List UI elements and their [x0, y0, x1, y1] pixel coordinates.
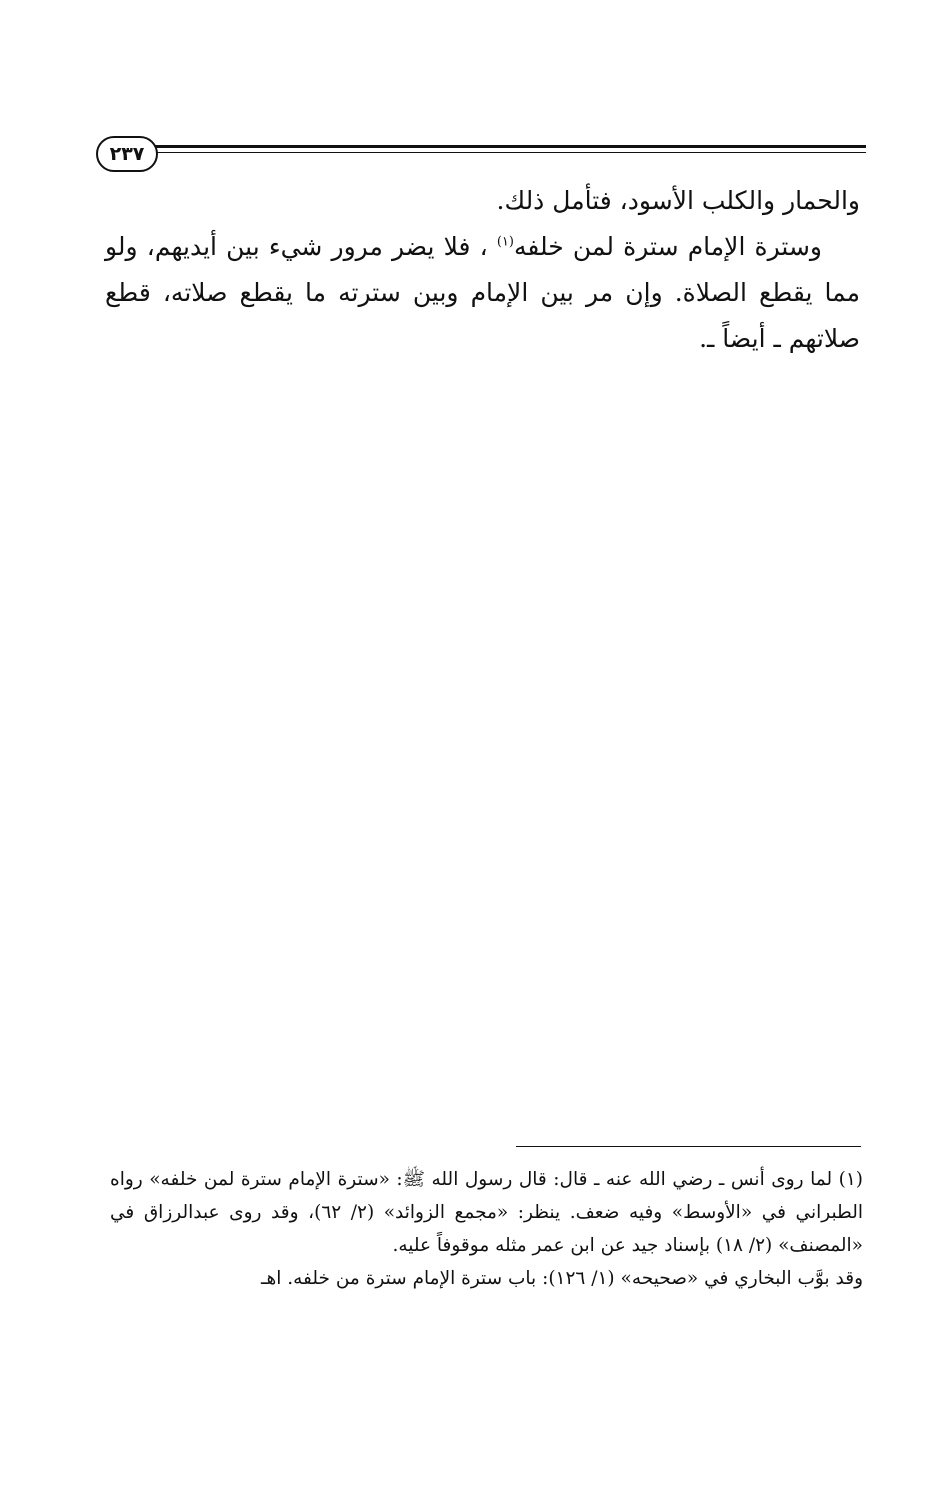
paragraph: والحمار والكلب الأسود، فتأمل ذلك. [496, 186, 860, 215]
footnotes [110, 1163, 863, 1295]
footnote-separator [516, 1146, 861, 1147]
main-text [105, 178, 860, 362]
paragraph [105, 224, 860, 362]
header-rule [154, 145, 866, 153]
page-number: ٢٣٧ [96, 136, 158, 172]
footnote: وقد بوَّب البخاري في «صحيحه» (١/ ١٢٦): باب سترة الإمام سترة من خلفه. اهـ [261, 1268, 863, 1289]
paragraph-text: وسترة الإمام سترة لمن خلفه [513, 232, 822, 261]
paragraph-text: ، فلا يضر مرور شيء بين أيديهم، ولو مما يقطع الصلاة. وإن مر بين الإمام وبين سترته ما يقطع صلاته، قطع صلاتهم ـ أيضاً ـ. [105, 232, 860, 353]
footnote: (١) لما روى أنس ـ رضي الله عنه ـ قال: قال رسول الله ﷺ: «سترة الإمام سترة لمن خلفه» رواه الطبراني في «الأوسط» وفيه ضعف. ينظر: «مجمع الزوائد» (٢/ ٦٢)، وقد روى عبدالرزاق في «المصنف» (٢/ ١٨) بإسناد جيد عن ابن عمر مثله موقوفاً عليه. [110, 1169, 863, 1256]
footnote-reference: (١) [496, 234, 514, 250]
page-header [96, 136, 866, 176]
